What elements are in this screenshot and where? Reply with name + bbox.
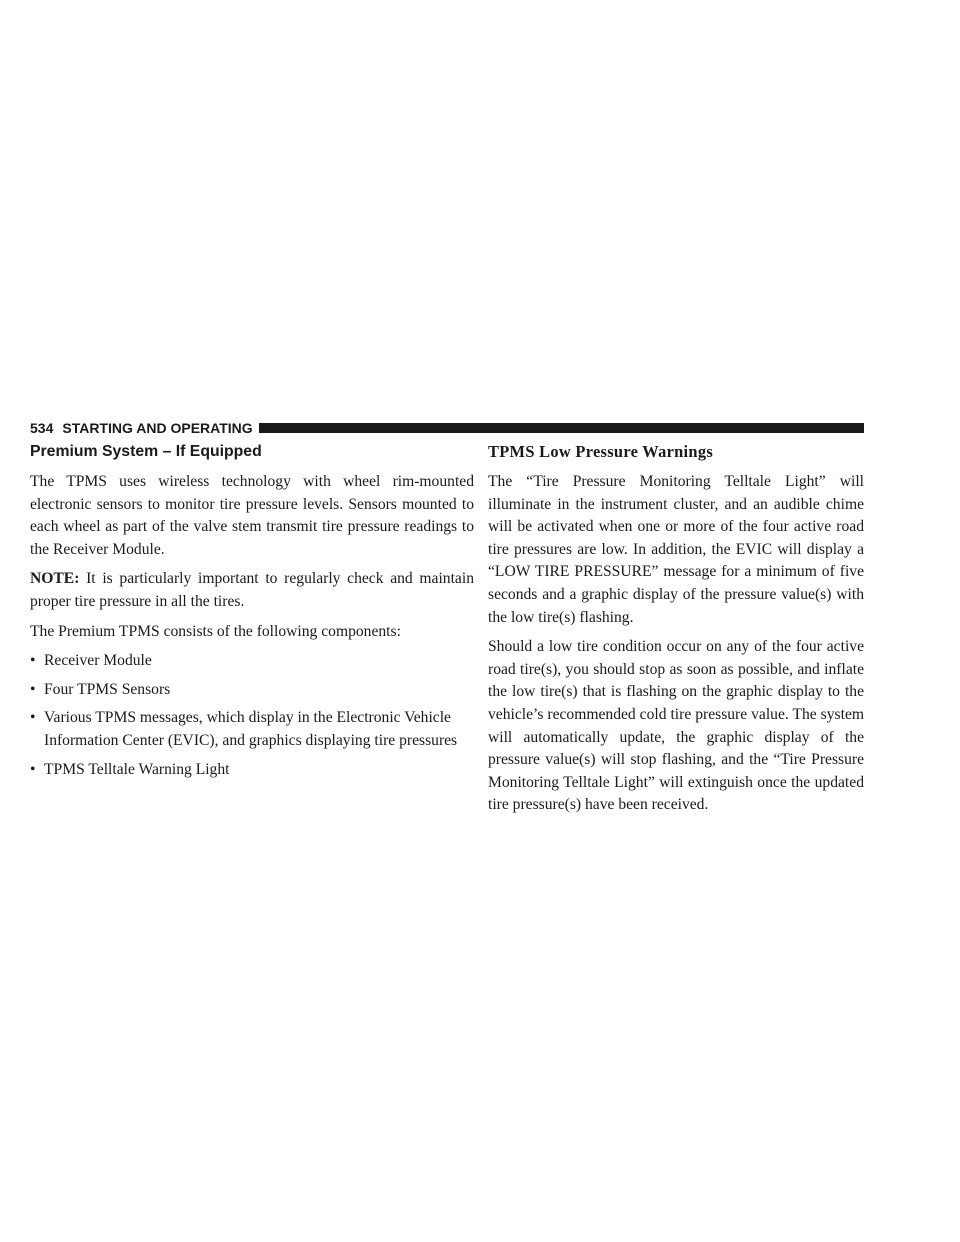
bullet-icon: •	[30, 652, 36, 670]
list-item-text: Four TPMS Sensors	[44, 680, 171, 698]
list-item-text: Receiver Module	[44, 652, 152, 670]
section-title: STARTING AND OPERATING	[62, 420, 253, 436]
components-list	[30, 650, 474, 781]
bullet-icon: •	[30, 680, 36, 698]
bullet-icon: •	[30, 709, 36, 727]
list-item	[30, 650, 474, 673]
page-header	[30, 418, 864, 438]
left-column	[30, 441, 474, 787]
warnings-paragraph-2: Should a low tire condition occur on any of the four active road tire(s), you should stop as soon as possible, and inflate the low tire(s) that is flashing on the graphic display to the vehicle’s recommended cold tire pressure value. The system will automatically update, the graphic display of the pressure value(s) will stop flashing, and the “Tire Pressure Monitoring Telltale Light” will extinguish once the updated tire pressure(s) have been received.	[488, 638, 864, 814]
list-item-text: Various TPMS messages, which display in the Electronic Vehicle Information Center (EVIC), and graphics displaying tire pressures	[44, 709, 458, 749]
low-pressure-warnings-heading: TPMS Low Pressure Warnings	[488, 442, 713, 461]
premium-system-heading: Premium System – If Equipped	[30, 443, 262, 460]
note-text: It is particularly important to regularly check and maintain proper tire pressure in all the tires.	[30, 570, 474, 610]
warnings-paragraph-1: The “Tire Pressure Monitoring Telltale Light” will illuminate in the instrument cluster, and an audible chime will be activated when one or more of the four active road tire pressures are low. In addition, the EVIC will display a “LOW TIRE PRESSURE” message for a minimum of five seconds and a graphic display of the pressure value(s) with the low tire(s) flashing.	[488, 473, 864, 626]
note-label: NOTE:	[30, 570, 80, 588]
list-item-text: TPMS Telltale Warning Light	[44, 760, 230, 778]
note-paragraph	[30, 568, 474, 613]
components-intro: The Premium TPMS consists of the following components:	[30, 622, 401, 640]
header-rule	[259, 423, 864, 433]
list-item	[30, 679, 474, 702]
right-column	[488, 441, 864, 824]
list-item	[30, 707, 474, 752]
page-number: 534	[30, 420, 54, 436]
bullet-icon: •	[30, 760, 36, 778]
list-item	[30, 759, 474, 782]
intro-paragraph: The TPMS uses wireless technology with wheel rim-mounted electronic sensors to monitor tire pressure levels. Sensors mounted to each wheel as part of the valve stem transmit tire pressure readings to the Receiver Module.	[30, 473, 474, 558]
